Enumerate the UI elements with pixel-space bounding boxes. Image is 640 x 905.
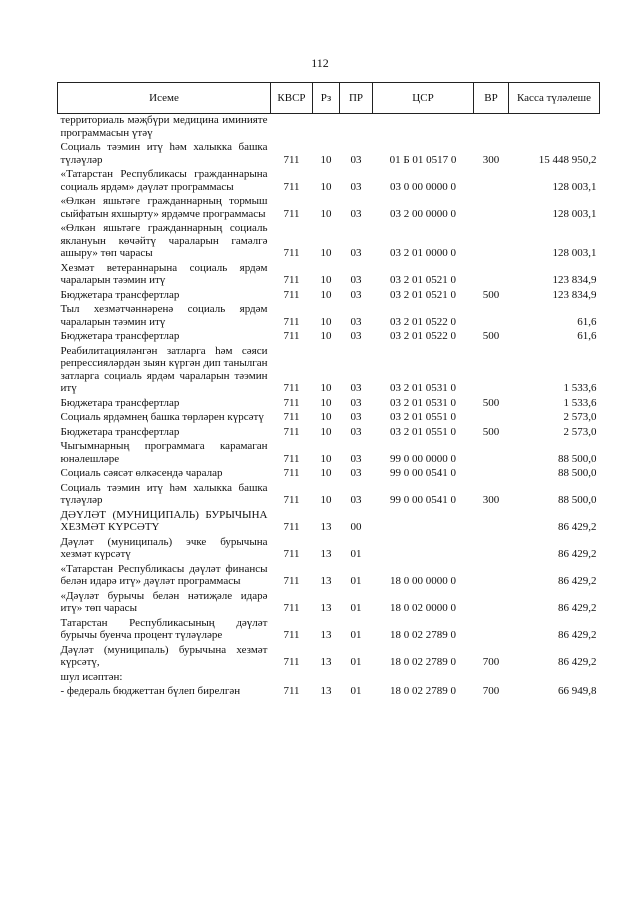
cell-rz: 10 bbox=[320, 494, 332, 506]
cell-name: Татарстан Республикасының дәүләт бурычы буенча процент түләүләре bbox=[60, 616, 268, 641]
cell-vr bbox=[474, 114, 509, 141]
table-row bbox=[58, 616, 600, 643]
cell-cash: 123 834,9 bbox=[552, 288, 597, 301]
cell-kvsr: 711 bbox=[283, 382, 300, 394]
cell-csr: 18 0 02 2789 0 bbox=[390, 685, 456, 697]
cell-rz: 10 bbox=[320, 274, 332, 286]
cell-pr: 03 bbox=[350, 153, 362, 166]
cell-cash bbox=[509, 670, 600, 685]
header-kvsr: КВСР bbox=[271, 83, 313, 114]
cell-pr: 03 bbox=[350, 274, 362, 286]
cell-cash bbox=[509, 114, 600, 141]
cell-cash: 86 429,2 bbox=[558, 548, 597, 560]
cell-kvsr: 711 bbox=[283, 685, 300, 697]
table-row bbox=[58, 481, 600, 508]
table-row bbox=[58, 589, 600, 616]
cell-cash: 128 003,1 bbox=[552, 180, 597, 193]
cell-csr: 03 2 01 0522 0 bbox=[390, 330, 456, 342]
cell-vr bbox=[474, 439, 509, 466]
cell-csr: 03 0 00 0000 0 bbox=[390, 180, 456, 193]
table-row bbox=[58, 396, 600, 411]
cell-vr: 700 bbox=[482, 685, 500, 697]
cell-pr: 01 bbox=[350, 575, 362, 587]
cell-kvsr: 711 bbox=[283, 602, 300, 614]
table-row bbox=[58, 466, 600, 481]
cell-vr: 300 bbox=[482, 494, 500, 506]
cell-pr: 03 bbox=[350, 425, 362, 438]
cell-pr: 03 bbox=[350, 467, 362, 479]
cell-cash: 61,6 bbox=[577, 330, 597, 342]
cell-kvsr: 711 bbox=[283, 467, 300, 479]
cell-name: Хезмәт ветераннарына социаль ярдәм чараларын тәэмин итү bbox=[60, 261, 268, 286]
page-number: 112 bbox=[311, 56, 329, 70]
table-row bbox=[58, 670, 600, 685]
cell-csr: 99 0 00 0541 0 bbox=[390, 467, 456, 479]
cell-name: Социаль ярдәмнең башка төрләрен күрсәтү bbox=[60, 411, 264, 423]
cell-vr bbox=[474, 508, 509, 535]
cell-pr: 03 bbox=[350, 494, 362, 506]
table-row bbox=[58, 535, 600, 562]
cell-pr: 03 bbox=[350, 411, 362, 423]
cell-vr bbox=[474, 194, 509, 221]
cell-vr: 500 bbox=[482, 425, 500, 438]
cell-kvsr: 711 bbox=[283, 274, 300, 286]
cell-pr: 03 bbox=[350, 180, 362, 193]
cell-cash: 123 834,9 bbox=[552, 274, 597, 286]
header-vr: ВР bbox=[474, 83, 509, 114]
table-row bbox=[58, 329, 600, 344]
cell-name: Социаль сәясәт өлкәсендә чаралар bbox=[60, 467, 223, 479]
cell-kvsr: 711 bbox=[283, 330, 300, 342]
cell-csr: 03 2 01 0000 0 bbox=[390, 247, 456, 259]
cell-cash: 86 429,2 bbox=[558, 575, 597, 587]
cell-pr: 03 bbox=[350, 382, 362, 394]
header-cash: Касса түләлеше bbox=[509, 83, 600, 114]
cell-csr bbox=[373, 508, 474, 535]
cell-name: Бюджетара трансфертлар bbox=[60, 330, 180, 342]
cell-kvsr: 711 bbox=[283, 452, 300, 465]
table-row bbox=[58, 261, 600, 288]
cell-kvsr: 711 bbox=[283, 396, 300, 409]
cell-csr: 99 0 00 0000 0 bbox=[390, 452, 456, 465]
cell-name: Бюджетара трансфертлар bbox=[60, 425, 180, 438]
cell-rz bbox=[313, 670, 340, 685]
budget-table bbox=[57, 82, 600, 699]
cell-rz bbox=[313, 114, 340, 141]
cell-rz: 10 bbox=[320, 411, 332, 423]
cell-vr: 300 bbox=[482, 153, 500, 166]
cell-csr: 01 Б 01 0517 0 bbox=[389, 153, 457, 166]
cell-rz: 10 bbox=[320, 330, 332, 342]
cell-csr: 99 0 00 0541 0 bbox=[390, 494, 456, 506]
cell-csr: 03 2 01 0551 0 bbox=[390, 425, 456, 438]
cell-cash: 86 429,2 bbox=[558, 521, 597, 533]
cell-csr: 03 2 01 0531 0 bbox=[390, 396, 456, 409]
cell-vr: 500 bbox=[482, 330, 500, 342]
cell-pr: 03 bbox=[350, 396, 362, 409]
table-row bbox=[58, 167, 600, 194]
header-csr: ЦСР bbox=[373, 83, 474, 114]
cell-name: территориаль мәҗбүри медицина иминияте программасын үтәү bbox=[60, 114, 268, 139]
cell-kvsr: 711 bbox=[283, 629, 300, 641]
table-row bbox=[58, 344, 600, 396]
cell-rz: 13 bbox=[320, 548, 332, 560]
cell-kvsr: 711 bbox=[283, 575, 300, 587]
cell-name: «Өлкән яшьтәге гражданнарның тормыш сыйфатын яхшырту» ярдәмче программасы bbox=[60, 195, 268, 220]
cell-cash: 86 429,2 bbox=[558, 656, 597, 668]
cell-pr: 03 bbox=[350, 315, 362, 328]
cell-rz: 10 bbox=[320, 153, 332, 166]
cell-rz: 10 bbox=[320, 467, 332, 479]
cell-vr bbox=[474, 670, 509, 685]
table-row bbox=[58, 302, 600, 329]
cell-csr bbox=[373, 670, 474, 685]
cell-kvsr: 711 bbox=[283, 153, 300, 166]
cell-rz: 13 bbox=[320, 521, 332, 533]
cell-kvsr: 711 bbox=[283, 247, 300, 259]
cell-vr bbox=[474, 344, 509, 396]
cell-rz: 10 bbox=[320, 452, 332, 465]
table-row bbox=[58, 288, 600, 303]
cell-vr: 700 bbox=[482, 656, 500, 668]
table-row bbox=[58, 439, 600, 466]
table-row bbox=[58, 643, 600, 670]
cell-vr bbox=[474, 221, 509, 261]
cell-kvsr: 711 bbox=[283, 207, 300, 220]
cell-csr: 03 2 01 0521 0 bbox=[390, 288, 456, 301]
cell-pr: 03 bbox=[350, 288, 362, 301]
cell-name: Реабилитацияләнгән затларга һәм сәяси репрессияләрдән зыян күргән дип танылган затларга социаль ярдәм чараларын тәэмин итү bbox=[60, 344, 268, 394]
table-row bbox=[58, 221, 600, 261]
cell-pr: 03 bbox=[350, 247, 362, 259]
cell-rz: 13 bbox=[320, 656, 332, 668]
cell-kvsr: 711 bbox=[283, 521, 300, 533]
cell-csr: 18 0 02 0000 0 bbox=[390, 602, 456, 614]
cell-rz: 13 bbox=[320, 575, 332, 587]
cell-name: Дәүләт (муниципаль) бурычына хезмәт күрсәтү, bbox=[60, 643, 268, 668]
cell-kvsr: 711 bbox=[283, 425, 300, 438]
table-row bbox=[58, 562, 600, 589]
table-row bbox=[58, 410, 600, 425]
cell-name: Социаль тәэмин итү һәм халыкка башка түләүләр bbox=[60, 141, 268, 166]
cell-rz: 10 bbox=[320, 396, 332, 409]
table-row bbox=[58, 684, 600, 699]
cell-name: шул исәптән: bbox=[60, 670, 123, 683]
cell-cash: 128 003,1 bbox=[552, 207, 597, 220]
cell-rz: 10 bbox=[320, 207, 332, 220]
cell-name: «Өлкән яшьтәге гражданнарның социаль яклануын көчәйтү чараларын гамәлгә ашыру» төп чарасы bbox=[60, 222, 268, 259]
cell-name: Дәүләт (муниципаль) эчке бурычына хезмәт күрсәтү bbox=[60, 535, 268, 560]
cell-name: Бюджетара трансфертлар bbox=[60, 288, 180, 301]
cell-rz: 10 bbox=[320, 247, 332, 259]
cell-cash: 61,6 bbox=[577, 315, 597, 328]
cell-csr: 18 0 02 2789 0 bbox=[390, 629, 456, 641]
cell-name: Социаль тәэмин итү һәм халыкка башка түләүләр bbox=[60, 481, 268, 506]
header-name: Исеме bbox=[58, 83, 271, 114]
table-row bbox=[58, 425, 600, 440]
cell-rz: 10 bbox=[320, 288, 332, 301]
cell-kvsr: 711 bbox=[283, 494, 300, 506]
cell-rz: 13 bbox=[320, 602, 332, 614]
cell-name: «Татарстан Республикасы гражданнарына социаль ярдәм» дәүләт программасы bbox=[60, 168, 268, 193]
table-header bbox=[58, 83, 600, 114]
cell-pr: 01 bbox=[350, 656, 362, 668]
cell-csr: 03 2 01 0521 0 bbox=[390, 274, 456, 286]
cell-pr: 01 bbox=[350, 629, 362, 641]
cell-rz: 10 bbox=[320, 382, 332, 394]
cell-csr bbox=[373, 535, 474, 562]
table-row bbox=[58, 114, 600, 141]
cell-csr: 03 2 01 0551 0 bbox=[390, 411, 456, 423]
cell-pr bbox=[340, 670, 373, 685]
cell-csr: 03 2 01 0531 0 bbox=[390, 382, 456, 394]
cell-cash: 2 573,0 bbox=[563, 411, 597, 423]
cell-rz: 10 bbox=[320, 315, 332, 328]
cell-vr bbox=[474, 167, 509, 194]
cell-kvsr: 711 bbox=[283, 180, 300, 193]
header-rz: Рз bbox=[313, 83, 340, 114]
cell-cash: 86 429,2 bbox=[558, 629, 597, 641]
cell-kvsr: 711 bbox=[283, 656, 300, 668]
cell-pr: 01 bbox=[350, 602, 362, 614]
cell-kvsr: 711 bbox=[283, 288, 300, 301]
cell-kvsr bbox=[271, 114, 313, 141]
cell-csr: 18 0 02 2789 0 bbox=[390, 656, 456, 668]
cell-pr: 00 bbox=[350, 521, 362, 533]
cell-csr: 18 0 00 0000 0 bbox=[390, 575, 456, 587]
cell-cash: 66 949,8 bbox=[558, 685, 597, 697]
cell-vr bbox=[474, 261, 509, 288]
cell-cash: 1 533,6 bbox=[563, 396, 597, 409]
cell-cash: 15 448 950,2 bbox=[538, 153, 597, 166]
cell-name: Тыл хезмәтчәннәренә социаль ярдәм чараларын тәэмин итү bbox=[60, 303, 268, 328]
cell-pr: 01 bbox=[350, 548, 362, 560]
cell-pr: 03 bbox=[350, 452, 362, 465]
cell-vr: 500 bbox=[482, 288, 500, 301]
cell-vr bbox=[474, 410, 509, 425]
cell-kvsr: 711 bbox=[283, 548, 300, 560]
cell-cash: 128 003,1 bbox=[552, 247, 597, 259]
cell-kvsr bbox=[271, 670, 313, 685]
cell-vr bbox=[474, 535, 509, 562]
cell-name: - федераль бюджеттан бүлеп бирелгән bbox=[60, 685, 241, 697]
cell-pr bbox=[340, 114, 373, 141]
table-row bbox=[58, 140, 600, 167]
cell-name: Бюджетара трансфертлар bbox=[60, 396, 180, 409]
cell-pr: 01 bbox=[350, 685, 362, 697]
cell-csr: 03 2 00 0000 0 bbox=[390, 207, 456, 220]
cell-vr bbox=[474, 616, 509, 643]
cell-name: «Дәүләт бурычы белән нәтиҗәле идарә итү» төп чарасы bbox=[60, 589, 268, 614]
cell-vr bbox=[474, 562, 509, 589]
cell-kvsr: 711 bbox=[283, 411, 300, 423]
cell-name: Чыгымнарның программага карамаган юнәлешләре bbox=[60, 440, 268, 465]
cell-rz: 10 bbox=[320, 425, 332, 438]
cell-vr bbox=[474, 466, 509, 481]
table-row bbox=[58, 194, 600, 221]
cell-pr: 03 bbox=[350, 207, 362, 220]
cell-csr bbox=[373, 114, 474, 141]
cell-rz: 13 bbox=[320, 685, 332, 697]
cell-vr: 500 bbox=[482, 396, 500, 409]
table-body bbox=[58, 114, 600, 699]
cell-cash: 86 429,2 bbox=[558, 602, 597, 614]
cell-pr: 03 bbox=[350, 330, 362, 342]
cell-rz: 10 bbox=[320, 180, 332, 193]
cell-cash: 88 500,0 bbox=[558, 467, 597, 479]
cell-cash: 88 500,0 bbox=[558, 494, 597, 506]
cell-cash: 2 573,0 bbox=[563, 425, 597, 438]
cell-cash: 88 500,0 bbox=[558, 452, 597, 465]
cell-name: «Татарстан Республикасы дәүләт финансы белән идарә итү» дәүләт программасы bbox=[60, 562, 268, 587]
cell-vr bbox=[474, 589, 509, 616]
cell-kvsr: 711 bbox=[283, 315, 300, 328]
header-pr: ПР bbox=[340, 83, 373, 114]
cell-name: ДӘҮЛӘТ (МУНИЦИПАЛЬ) БУРЫЧЫНА ХЕЗМӘТ КҮРСӘТҮ bbox=[60, 508, 268, 533]
cell-csr: 03 2 01 0522 0 bbox=[390, 315, 456, 328]
cell-cash: 1 533,6 bbox=[563, 382, 597, 394]
cell-rz: 13 bbox=[320, 629, 332, 641]
table-row bbox=[58, 508, 600, 535]
cell-vr bbox=[474, 302, 509, 329]
